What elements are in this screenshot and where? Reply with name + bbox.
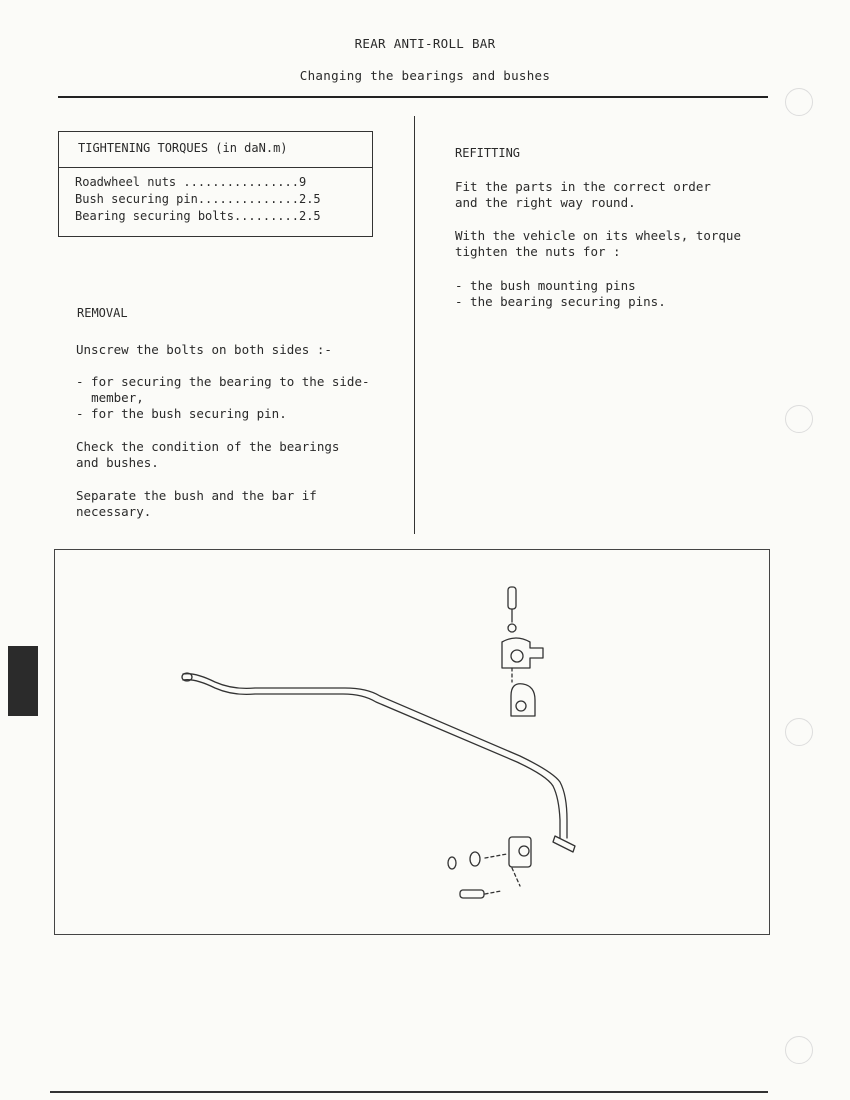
torque-row-bush-pin: Bush securing pin..............2.5 [75,192,321,206]
section-tab-marker [8,646,38,716]
torque-row-bearing-bolts: Bearing securing bolts.........2.5 [75,209,321,223]
page-subtitle: Changing the bearings and bushes [299,68,551,83]
assembly-line-3 [512,868,520,886]
binder-hole [785,1036,813,1064]
bush-securing-pin [460,890,484,898]
washer [470,852,480,866]
column-divider [414,116,415,534]
torque-heading: TIGHTENING TORQUES (in daN.m) [59,132,372,168]
refitting-heading: REFITTING [455,146,521,160]
bush-mount-hole [519,846,529,856]
removal-para-3: Check the condition of the bearings and bushes. [76,439,340,470]
refitting-para-1: Fit the parts in the correct order and the right way round. [455,179,711,210]
removal-para-1: Unscrew the bolts on both sides :- [76,342,332,357]
removal-para-2: - for securing the bearing to the side- member, - for the bush securing pin. [76,374,370,421]
torque-row-roadwheel-nuts: Roadwheel nuts ................9 [75,175,307,189]
bar-end-eye-right [553,836,575,852]
binder-hole [785,88,813,116]
header-rule [58,96,768,98]
bush-mount-bracket [509,837,531,867]
refitting-para-2: With the vehicle on its wheels, torque tighten the nuts for : [455,228,741,259]
page-title: REAR ANTI-ROLL BAR [354,36,496,51]
bearing-clamp-hole [511,650,523,662]
nut [448,857,456,869]
assembly-line-1 [485,854,507,858]
binder-hole [785,405,813,433]
removal-heading: REMOVAL [77,306,128,320]
tightening-torques-box [58,131,373,237]
removal-para-4: Separate the bush and the bar if necessary. [76,488,317,519]
anti-roll-bar-diagram [54,549,770,935]
rubber-bush-hole [516,701,526,711]
assembly-line-2 [485,891,501,894]
bearing-bolt [508,587,516,609]
footer-rule [50,1091,768,1093]
torque-list [75,174,321,225]
anti-roll-bar-inner [183,680,560,838]
binder-hole [785,718,813,746]
refitting-para-3: - the bush mounting pins - the bearing securing pins. [455,278,666,309]
bolt-washer [508,624,516,632]
anti-roll-bar [183,674,567,838]
exploded-view-drawing [55,550,769,934]
